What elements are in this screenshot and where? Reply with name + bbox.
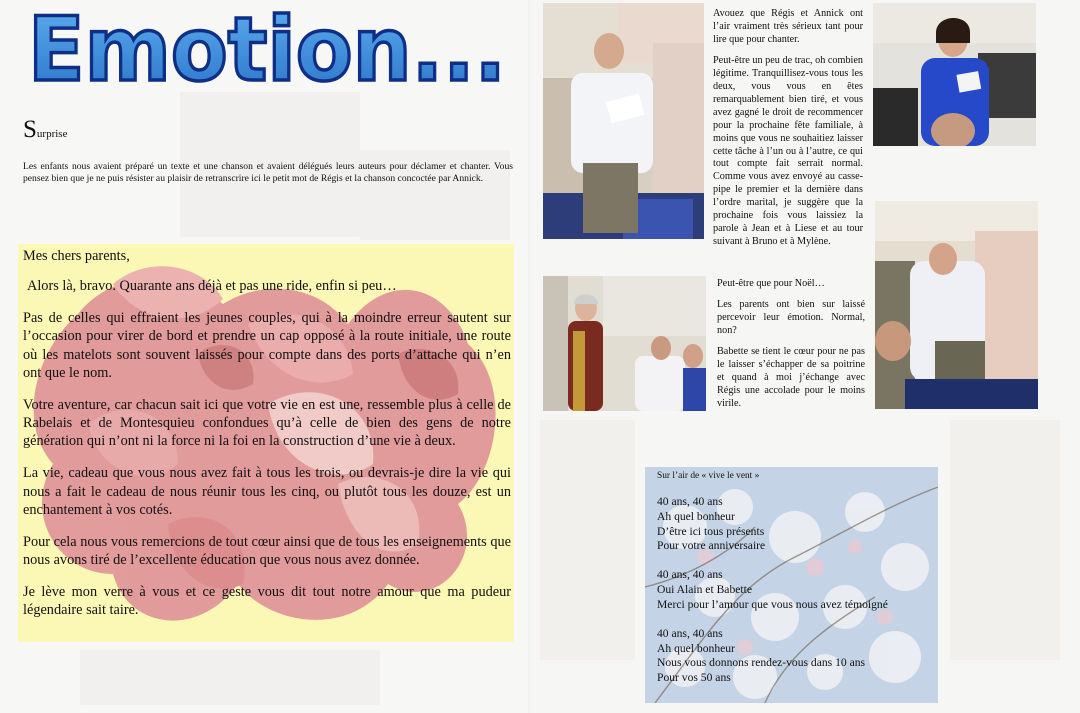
letter-paragraph: Votre aventure, car chacun sait ici que votre vie en est une, ressemble plus à celle de Rabelais et de Montesquieu confondues qu’à celle de bien des gens de notre génération qui n’ont ni la force ni la foi en la construction d’une vie à deux. [23, 396, 511, 450]
show-through-shadow [80, 650, 380, 705]
commentary-bottom [717, 278, 865, 419]
letter-paragraph: Je lève mon verre à vous et ce geste vous dit tout notre amour que ma pudeur légendaire sait taire. [23, 584, 511, 619]
section-heading [23, 117, 67, 142]
commentary-paragraph: Peut-être un peu de trac, oh combien légitime. Tranquillisez-vous tous les deux, vous vous en êtes remarquablement bien tiré, et vous avez gagné le droit de recommencer pour la prochaine fête familiale, à moins que vous ne souhaitiez laisser cette tâche à l’un ou à l’autre, ce qui tout compte fait serrait normal. Comme vous avez envoyé au casse-pipe le premier et la dernière dans l’ordre marital, je suggère que la prochaine fois vous laissiez la parole à Jean et à Liese et au tour suivant à Bruno et à Mylène. [713, 54, 863, 248]
song-text [657, 471, 937, 700]
song-line: D’être ici tous présents [657, 524, 765, 538]
title-text: Emotion... [28, 0, 506, 96]
photo-accolade [875, 201, 1038, 409]
letter-paragraph: La vie, cadeau que vous nous avez fait à tous les trois, ou devrais-je dire la vie qui nous a fait le cadeau de nous réunir tous les cinq, ou plutôt tous les douze, est un enchantement à vos cotés. [23, 465, 511, 518]
song-line: 40 ans, 40 ans [657, 495, 723, 508]
letter-paragraph: Alors là, bravo. Quarante ans déjà et pas une ride, enfin si peu… [27, 278, 397, 295]
intro-paragraph: Les enfants nous avaient préparé un texte et une chanson et avaient délégués leurs auteurs pour déclamer et chanter. Vous pensez bien que je ne puis résister au plaisir de retranscrire ici le petit mot de Régis et la chanson concoctée par Annick. [23, 161, 513, 184]
letter-paragraph: Pas de celles qui effraient les jeunes couples, qui à la moindre erreur sautent sur l’occasion pour virer de bord et prendre un cap opposé à la route initiale, une route où les matelots sont souvent laissés pour compte dans des ports d’attache qui n’en ont que le nom. [23, 310, 511, 381]
commentary-paragraph: Peut-être que pour Noël… [717, 278, 825, 289]
song-stanza [657, 568, 937, 612]
song-title: Sur l’air de « vive le vent » [657, 471, 760, 481]
song-line: Oui Alain et Babette [657, 583, 752, 597]
photo-image [543, 3, 704, 239]
song-box [645, 467, 938, 703]
commentary-paragraph: Avouez que Régis et Annick ont l’air vraiment très sérieux tant pour lire que pour chanter. [713, 8, 863, 45]
song-line: Pour vos 50 ans [657, 671, 731, 685]
song-stanza [657, 627, 937, 686]
photo-regis-reading [543, 3, 704, 239]
page-title [20, 0, 520, 96]
song-stanza [657, 495, 937, 554]
song-line: Nous vous donnons rendez-vous dans 10 ans [657, 656, 866, 670]
letter-text [23, 247, 511, 634]
show-through-shadow [950, 420, 1060, 660]
song-line: Pour votre anniversaire [657, 539, 766, 553]
letter-box [18, 244, 514, 642]
song-line: Ah quel bonheur [657, 509, 735, 523]
left-page [0, 0, 528, 713]
section-initial: S [23, 116, 37, 143]
title-wordart [20, 0, 520, 96]
song-line: Merci pour l’amour que vous nous avez témoigné [657, 597, 888, 611]
letter-paragraph: Pour cela nous vous remercions de tout cœur ainsi que de tous les enseignements que nous avons tiré de l’excellente éducation que vous nous avez donnée. [23, 533, 511, 569]
song-line: 40 ans, 40 ans [657, 568, 723, 582]
photo-image [873, 3, 1036, 146]
song-line: 40 ans, 40 ans [657, 626, 723, 640]
commentary-paragraph: Les parents ont bien sur laissé percevoir leur émotion. Normal, non? [717, 298, 865, 336]
commentary-top [713, 8, 863, 257]
section-rest: urprise [36, 128, 68, 140]
photo-babette [543, 276, 706, 411]
letter-greeting: Mes chers parents, [23, 248, 130, 264]
song-line: Ah quel bonheur [657, 641, 735, 655]
photo-image [875, 201, 1038, 409]
photo-annick-singing [873, 3, 1036, 146]
photo-image [543, 276, 706, 411]
show-through-shadow [540, 420, 635, 660]
commentary-paragraph: Babette se tient le cœur pour ne pas le laisser s’échapper de sa poitrine et quand à moi j’échange avec Régis une accolade pour le moins virile. [717, 345, 865, 409]
